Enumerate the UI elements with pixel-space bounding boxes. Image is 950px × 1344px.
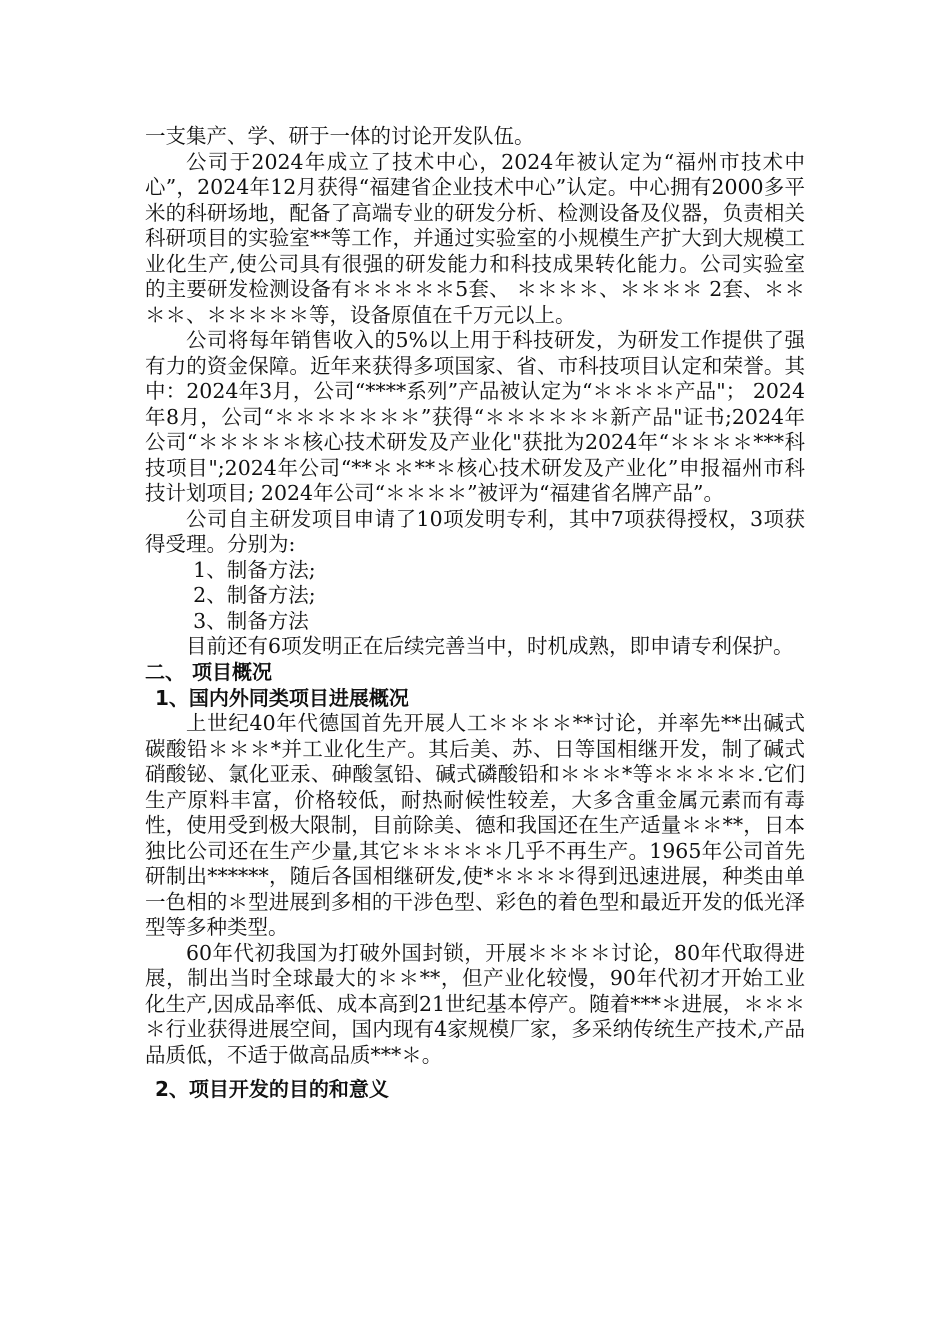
list-item: 1、制备方法; <box>193 557 316 582</box>
paragraph: 一支集产、学、研于一体的讨论开发队伍。 <box>145 124 535 148</box>
list-item: 2、制备方法; <box>193 583 316 607</box>
list-item: 3、制备方法 <box>193 608 309 633</box>
document-body <box>145 124 805 1102</box>
subsection-heading: 1、国内外同类项目进展概况 <box>155 686 409 710</box>
section-heading: 二、 项目概况 <box>145 659 272 684</box>
paragraph: 目前还有6项发明正在后续完善当中，时机成熟，即申请专利保护。 <box>186 634 794 658</box>
paragraph: 公司将每年销售收入的5%以上用于科技研发，为研发工作提供了强有力的资金保障。近年来获得多项国家、省、市科技项目认定和荣誉。其中：2024年3月，公司“****系列”产品被认定为“＊＊＊＊产品"； 2024年8月，公司“＊＊＊＊＊＊＊”获得“＊＊＊＊＊＊新产品"证书;2024年 公司“＊＊＊＊＊核心技术研发及产业化"获批为2024年“＊＊＊＊***科技项目";2024年公司“**＊＊**＊核心技术研发及产业化”申报福州市科技计划项目; 2024年公司“＊＊＊＊”被评为“福建省名牌产品”。 <box>145 328 805 505</box>
paragraph: 公司于2024年成立了技术中心，2024年被认定为“福州市技术中心”，2024年12月获得“福建省企业技术中心”认定。中心拥有2000多平米的科研场地，配备了高端专业的研发分析、检测设备及仪器，负责相关科研项目的实验室**等工作，并通过实验室的小规模生产扩大到大规模工业化生产,使公司具有很强的研发能力和科技成果转化能力。公司实验室的主要研发检测设备有＊＊＊＊＊5套、 ＊＊＊＊、＊＊＊＊ 2套、＊＊＊＊、＊＊＊＊＊等，设备原值在千万元以上。 <box>145 149 805 327</box>
subsection-heading: 2、项目开发的目的和意义 <box>155 1077 389 1101</box>
paragraph: 上世纪40年代德国首先开展人工＊＊＊＊**讨论，并率先**出碱式碳酸铅＊＊＊*并工业化生产。其后美、苏、日等国相继开发，制了碱式硝酸铋、氯化亚汞、砷酸氢铅、碱式磷酸铅和＊＊＊*等＊＊＊＊＊.它们生产原料丰富，价格较低，耐热耐候性较差，大多含重金属元素而有毒性，使用受到极大限制，目前除美、德和我国还在生产适量＊＊**，日本独比公司还在生产少量,其它＊＊＊＊＊几乎不再生产。1965年公司首先研制出******，随后各国相继研发,使*＊＊＊＊得到迅速进展，种类由单一色相的＊型进展到多相的干涉色型、彩色的着色型和最近开发的低光泽型等多种类型。 <box>145 711 805 939</box>
paragraph: 公司自主研发项目申请了10项发明专利，其中7项获得授权，3项获得受理。分别为: <box>145 506 805 556</box>
paragraph: 60年代初我国为打破外国封锁，开展＊＊＊＊讨论，80年代取得进展，制出当时全球最大的＊＊**，但产业化较慢，90年代初才开始工业化生产,因成品率低、成本高到21世纪基本停产。随着***＊进展，＊＊＊＊行业获得进展空间，国内现有4家规模厂家，多采纳传统生产技术,产品品质低，不适于做高品质***＊。 <box>145 940 805 1067</box>
